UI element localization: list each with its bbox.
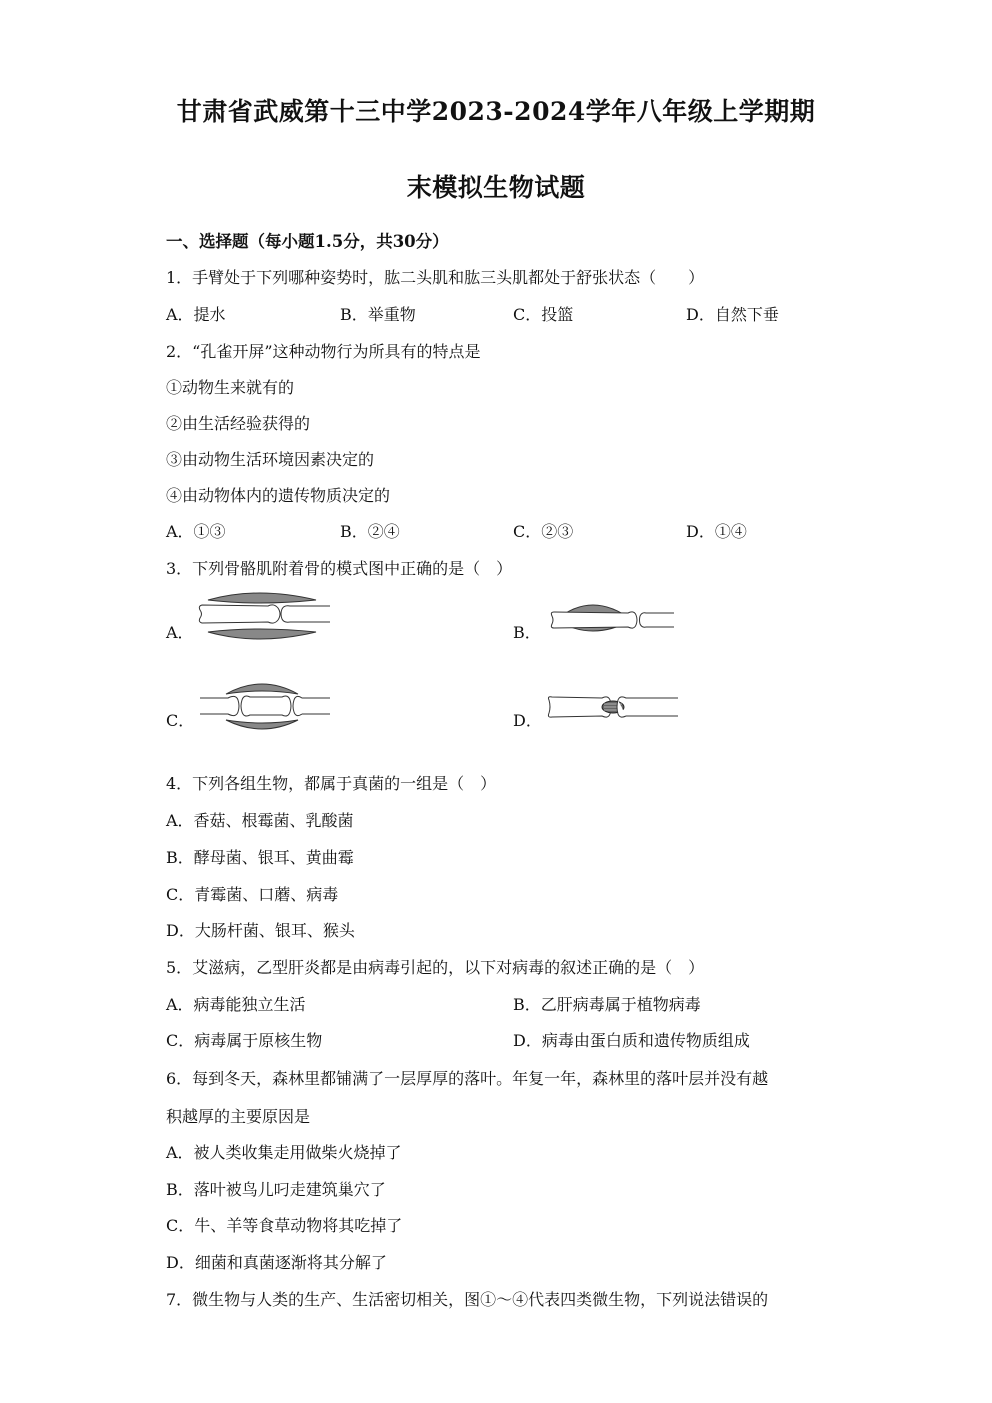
question-1-option-a: A．提水 — [166, 305, 226, 324]
muscle-bone-diagram-c — [198, 682, 333, 730]
question-7-stem: 7．微生物与人类的生产、生活密切相关，图①～④代表四类微生物，下列说法错误的 — [166, 1290, 769, 1309]
question-1-option-c: C．投篮 — [513, 305, 574, 324]
question-3-stem: 3．下列骨骼肌附着骨的模式图中正确的是（ ） — [166, 559, 513, 578]
question-2-option-b: B．②④ — [340, 522, 400, 541]
question-1-option-d: D．自然下垂 — [686, 305, 779, 324]
question-3-option-a: A． — [166, 623, 194, 642]
question-4-option-a: A．香菇、根霉菌、乳酸菌 — [166, 811, 354, 830]
question-4-option-c: C．青霉菌、口蘑、病毒 — [166, 885, 339, 904]
question-3-option-b: B． — [513, 623, 541, 642]
question-4-option-b: B．酵母菌、银耳、黄曲霉 — [166, 848, 354, 867]
question-1-option-b: B．举重物 — [340, 305, 416, 324]
question-1-stem: 1．手臂处于下列哪种姿势时，肱二头肌和肱三头肌都处于舒张状态（ ） — [166, 268, 705, 287]
question-5-stem: 5．艾滋病，乙型肝炎都是由病毒引起的，以下对病毒的叙述正确的是（ ） — [166, 958, 705, 977]
question-2-stem: 2．“孔雀开屏”这种动物行为所具有的特点是 — [166, 342, 481, 361]
question-2-option-c: C．②③ — [513, 522, 574, 541]
question-6-stem-line-1: 6．每到冬天，森林里都铺满了一层厚厚的落叶。年复一年，森林里的落叶层并没有越 — [166, 1069, 769, 1088]
muscle-bone-diagram-b — [548, 598, 676, 638]
question-2-option-a: A．①③ — [166, 522, 226, 541]
question-6-option-d: D．细菌和真菌逐渐将其分解了 — [166, 1253, 387, 1272]
muscle-bone-diagram-a — [198, 592, 333, 640]
question-2-statement-1: ①动物生来就有的 — [166, 378, 295, 397]
question-6-stem-line-2: 积越厚的主要原因是 — [166, 1107, 311, 1126]
question-3-option-d: D． — [513, 711, 542, 730]
question-2-statement-4: ④由动物体内的遗传物质决定的 — [166, 486, 391, 505]
question-2-statement-2: ②由生活经验获得的 — [166, 414, 311, 433]
question-4-option-d: D．大肠杆菌、银耳、猴头 — [166, 921, 355, 940]
question-4-stem: 4．下列各组生物，都属于真菌的一组是（ ） — [166, 774, 497, 793]
question-5-option-c: C．病毒属于原核生物 — [166, 1031, 323, 1050]
page-title-line-2: 末模拟生物试题 — [406, 173, 586, 202]
question-6-option-a: A．被人类收集走用做柴火烧掉了 — [166, 1143, 402, 1162]
question-3-option-c: C． — [166, 711, 195, 730]
page-title-line-1: 甘肃省武威第十三中学2023-2024学年八年级上学期期 — [176, 97, 816, 126]
question-5-option-b: B．乙肝病毒属于植物病毒 — [513, 995, 701, 1014]
question-2-statement-3: ③由动物生活环境因素决定的 — [166, 450, 375, 469]
section-heading: 一、选择题（每小题1.5分，共30分） — [166, 232, 449, 251]
muscle-bone-diagram-d — [546, 692, 680, 722]
question-6-option-c: C．牛、羊等食草动物将其吃掉了 — [166, 1216, 403, 1235]
question-6-option-b: B．落叶被鸟儿叼走建筑巢穴了 — [166, 1180, 386, 1199]
question-2-option-d: D．①④ — [686, 522, 747, 541]
question-5-option-d: D．病毒由蛋白质和遗传物质组成 — [513, 1031, 750, 1050]
question-5-option-a: A．病毒能独立生活 — [166, 995, 306, 1014]
